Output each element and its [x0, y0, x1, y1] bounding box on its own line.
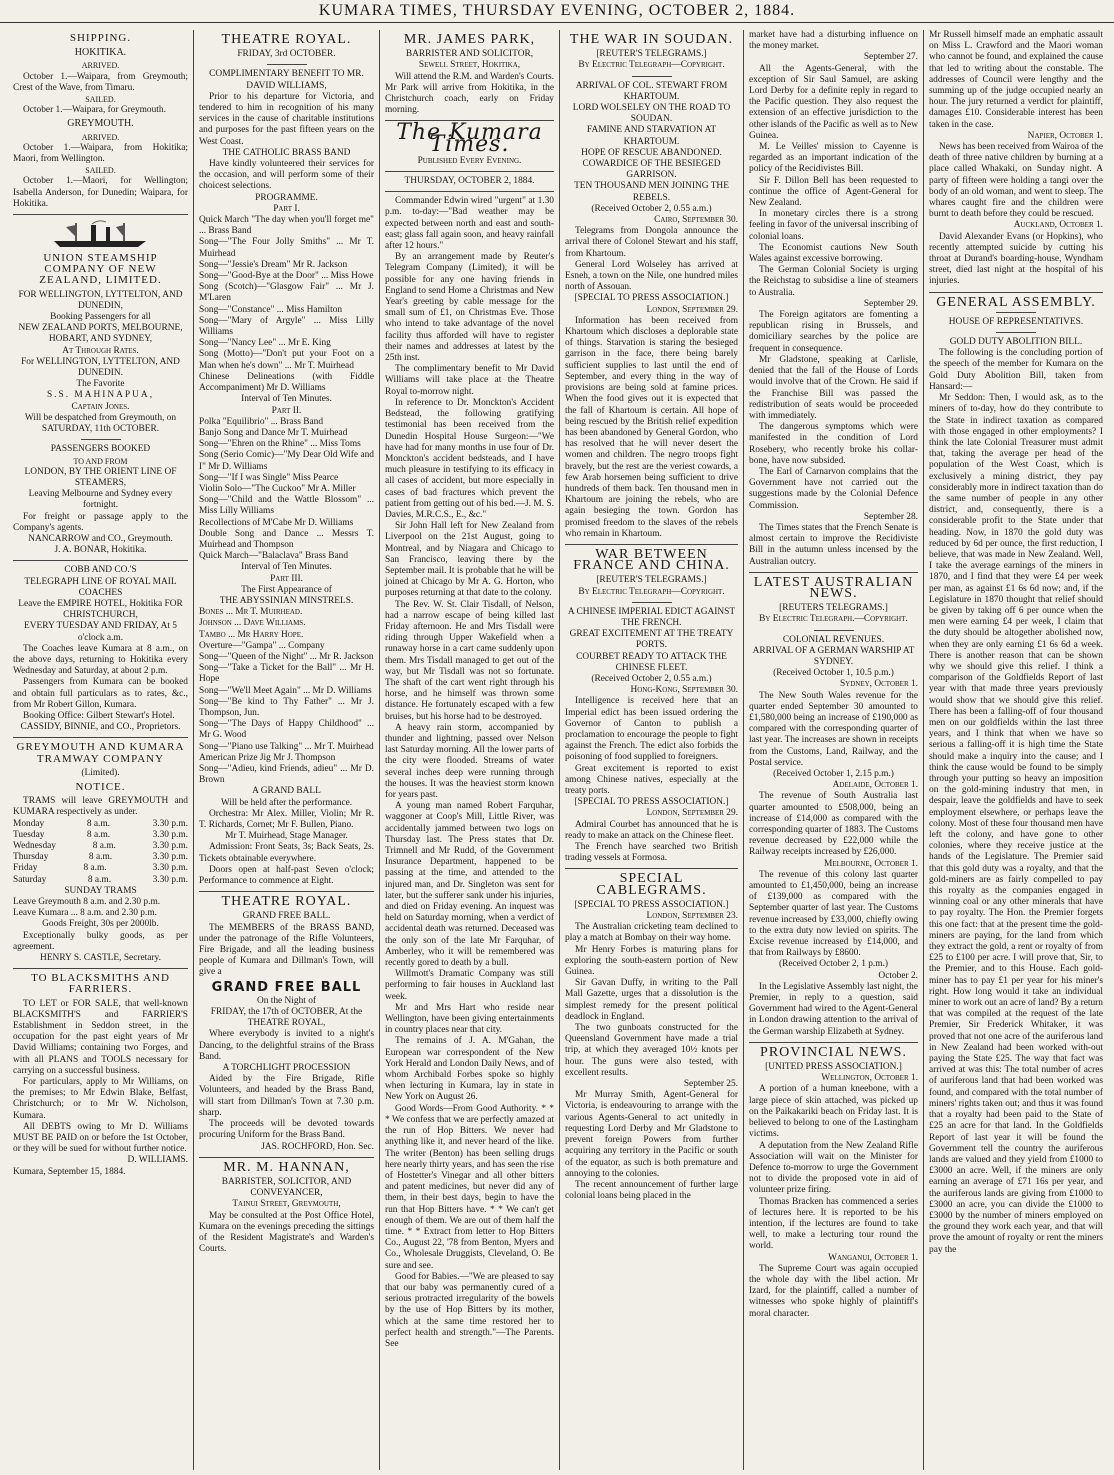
dateline: London, September 23.	[646, 911, 738, 922]
columns	[8, 30, 1108, 1470]
article-paragraph: The Supreme Court was again occupied the whole day with the libel action. Mr Izard, for the plaintiff, called a number of witnesses who spoke highly of plaintiff's moral character.	[749, 1263, 918, 1319]
theatre-heading: THEATRE ROYAL.	[221, 32, 352, 47]
subhead: COWARDICE OF THE BESIEGED GARRISON.	[582, 159, 721, 181]
programme-item: Song—"Child and the Wattle Blossom" ... Miss Lilly Williams	[199, 495, 374, 517]
divider	[749, 572, 918, 573]
torchlight-text-2: The proceeds will be devoted towards procuring Uniform for the Brass Band.	[199, 1119, 374, 1141]
divider	[13, 560, 188, 561]
minstrel-item: Tambo ... Mr Harry Hope.	[199, 629, 304, 640]
column-6	[924, 30, 1108, 1470]
divider	[13, 214, 188, 215]
cobb-line-2: Leave the EMPIRE HOTEL, Hokitika FOR CHRISTCHURCH,	[18, 598, 183, 621]
war-soudan-heading: THE WAR IN SOUDAN.	[569, 32, 734, 47]
subhead: ARRIVAL OF A GERMAN WARSHIP AT SYDNEY.	[752, 645, 915, 667]
minstrel-item: Johnson ... Dave Williams.	[199, 618, 306, 629]
subhead: COURBET READY TO ATTACK THE CHINESE FLEET.	[576, 651, 727, 673]
tt-am: 8 a.m.	[86, 829, 111, 840]
blacksmiths-date: Kumara, September 15, 1884.	[13, 1166, 126, 1177]
blacksmiths-line-1: TO LET or FOR SALE, that well-known BLACKSMITH'S and FARRIER'S Establishment in Seddon street, in the occupation for the past eight years of Mr David Williams; containing two Forges, and with all PLANS and TOOLS necessary for carrying on a successful business.	[13, 998, 188, 1076]
free-ball-label: GRAND FREE BALL.	[242, 911, 331, 922]
programme-item: Chinese Delineations (with Fiddle Accompaniment) Mr D. Williams	[199, 371, 374, 394]
dateline: Napier, October 1.	[1027, 130, 1103, 141]
tt-pm: 3.30 p.m.	[152, 818, 188, 829]
divider	[632, 76, 672, 77]
divider	[13, 737, 188, 738]
tt-day: Monday	[13, 818, 45, 829]
subhead: LORD WOLSELEY ON THE ROAD TO SOUDAN.	[572, 103, 731, 125]
dateline: September 29.	[863, 298, 918, 309]
tt-day: Saturday	[13, 874, 47, 885]
article-paragraph: In monetary circles there is a strong feeling in favor of the universal inscribing of colonial loans.	[749, 209, 918, 242]
programme-item: American Prize Jig Mr J. Thompson	[199, 752, 336, 763]
ball-line-1: Will be held after the performance.	[220, 797, 353, 808]
article-paragraph: The dangerous symptoms which were manifested in the condition of Lord Rosebery, who recently broke his collar-bone, have now subsided.	[749, 422, 918, 466]
divider	[565, 868, 738, 869]
article-paragraph: The Australian cricketing team declined to play a match at Bombay on their way home.	[565, 922, 738, 944]
passengers-line-4: For freight or passage apply to the Company's agents.	[13, 511, 188, 533]
benefit-text: Prior to his departure for Victoria, and tendered to him in recognition of his many services in the cause of charitable institutions and purposes for the past fifteen years on the West Coast.	[199, 91, 374, 147]
gold-duty-heading: GOLD DUTY ABOLITION BILL.	[949, 337, 1083, 348]
band-text: Have kindly volunteered their services for the occasion, and will perform some of their choicest selections.	[199, 159, 374, 192]
passengers-agent-1: NANCARROW and CO., Greymouth.	[28, 533, 173, 544]
column-5	[744, 30, 924, 1470]
programme-item: Song—"Nancy Lee" ... Mr E. King	[199, 338, 331, 349]
article-paragraph: The remains of J. A. M'Gahan, the European war correspondent of the New York Herald and London Daily News, and of whom Archibald Forbes spoke so highly when lecturing in Kumara, lay in state in New York on August 26.	[385, 1036, 554, 1103]
article-paragraph: Mr Gladstone, speaking at Carlisle, denied that the fall of the House of Lords would involve that of the Crown. He said if the Franchise Bill was passed the redistribution of seats would be proceeded with immediately.	[749, 354, 918, 421]
union-line-5: For WELLINGTON, LYTTELTON, AND DUNEDIN.	[21, 356, 180, 379]
timetable-row	[13, 852, 188, 863]
minstrels-heading: THE ABYSSINIAN MINSTRELS.	[219, 595, 354, 606]
arrived-label: ARRIVED.	[81, 61, 120, 71]
article-paragraph: Sir Gavan Duffy, in writing to the Pall Mall Gazette, urges that a dissolution is the simplest remedy for the present political deadlock in England.	[565, 978, 738, 1022]
programme-item: Song—"Constance" ... Miss Hamilton	[199, 304, 343, 315]
divider	[996, 312, 1036, 313]
hokitika-sailings: October 1.—Waipara, for Greymouth.	[23, 105, 166, 116]
union-heading: UNION STEAMSHIP COMPANY OF NEW ZEALAND, LIMITED.	[39, 252, 162, 287]
shipping-heading: SHIPPING.	[69, 32, 132, 44]
union-line-1: FOR WELLINGTON, LYTTELTON, AND DUNEDIN,	[18, 289, 183, 311]
divider	[929, 292, 1103, 293]
free-ball-text-2: On the Night of	[256, 995, 317, 1006]
union-ship-name: S.S. MAHINAPUA,	[46, 390, 155, 401]
cobb-line-4: The Coaches leave Kumara at 8 a.m., on the above days, returning to Hokitika every Wednesday and Saturday, at about 2 p.m.	[13, 643, 188, 677]
divider	[385, 191, 554, 192]
masthead: KUMARA TIMES, THURSDAY EVENING, OCTOBER 2, 1884.	[0, 0, 1114, 23]
minstrel-item: Bones ... Mr T. Muirhead.	[199, 607, 303, 618]
programme-item: Song—"The Four Jolly Smiths" ... Mr T. Muirhead	[199, 237, 374, 259]
article-paragraph: David Alexander Evans (or Hopkins), who recently attempted suicide by cutting his throat at Durand's boarding-house, Wyndham street, died last night at the hospital of his injuries.	[929, 231, 1103, 287]
article-paragraph: The French have searched two British trading vessels at Formosa.	[565, 842, 738, 864]
article-paragraph: By an arrangement made by Reuter's Telegram Company (Limited), it will be possible for any one having friends in England to send Home a Christmas and New Year's greeting by cable message for the small sum of £1, on Christmas Eve. Those who intend to take advantage of the novel facility thus afforded will have to register their names and addresses at latest by the 25th inst.	[385, 252, 554, 364]
timetable-row	[13, 863, 188, 874]
hannan-line-2: Tainui Street, Greymouth,	[232, 1199, 341, 1210]
programme-item: Song—"Piano use Talking" ... Mr T. Muirhead	[199, 741, 374, 752]
article-paragraph: The following is the concluding portion of the speech of the member for Kumara on the Gold Duty Abolition Bill, taken from Hansard:—	[929, 348, 1103, 392]
war-france-heading: WAR BETWEEN FRANCE AND CHINA.	[573, 546, 730, 574]
greymouth-arrivals: October 1.—Waipara, from Hokitika; Maori, from Wellington.	[13, 142, 188, 165]
theatre-date: FRIDAY, 3rd OCTOBER.	[237, 49, 336, 60]
part-3-intro: The First Appearance of	[241, 584, 332, 595]
australian-news-heading: LATEST AUSTRALIAN NEWS.	[753, 574, 914, 601]
tt-am: 8 a.m.	[87, 874, 112, 885]
ball-line-4: Admission: Front Seats, 3s; Back Seats, 2s. Tickets obtainable everywhere.	[199, 842, 374, 864]
dateline: September 27.	[863, 52, 918, 63]
tt-day: Thursday	[13, 852, 49, 863]
article-paragraph: The revenue of this colony last quarter amounted to £1,450,000, being an increase of £139,000 as compared with the September quarter of last year. The Customs revenue increased by £33,000, chiefly owing to the extra duty now levied on spirits. The Excise revenue increased by £14,000, and that from Railways by £8600.	[749, 869, 918, 959]
park-line-1: BARRISTER AND SOLICITOR,	[405, 49, 534, 60]
programme-item: Song—"Jessie's Dream" Mr R. Jackson	[199, 259, 348, 270]
article-paragraph: Mr and Mrs Hart who reside near Wellington, have been giving entertainments in country places near that city.	[385, 1002, 554, 1036]
tt-pm: 3.30 p.m.	[152, 874, 188, 885]
greymouth-sailings: October 1.—Maori, for Wellington; Isabella Anderson, for Dunedin; Waipara, for Hokitika.	[13, 176, 188, 209]
part-2-list	[199, 417, 374, 563]
blacksmiths-signature: D. WILLIAMS.	[127, 1155, 188, 1166]
copyright-label: By Electric Telegraph—Copyright.	[578, 586, 725, 597]
column-4	[560, 30, 744, 1470]
torchlight-signature: JAS. ROCHFORD, Hon. Sec.	[261, 1141, 374, 1152]
dateline: Melbourne, October 1.	[824, 858, 918, 869]
house-heading: HOUSE OF REPRESENTATIVES.	[948, 316, 1084, 327]
programme-item: Recollections of M'Cabe Mr D. Williams	[199, 517, 354, 528]
article-paragraph: A portion of a human kneebone, with a large piece of skin attached, was picked up on the Paikakariki beach on Friday last. It is believed to belong to one of the Lastingham victims.	[749, 1084, 918, 1140]
programme-item: Overture—"Gampa" ... Company	[199, 640, 325, 651]
programme-item: Song—"Queen of the Night" ... Mr R. Jackson	[199, 651, 374, 662]
cobb-line-3: EVERY TUESDAY AND FRIDAY, At 5 o'clock a.m.	[24, 621, 177, 643]
union-line-3: NEW ZEALAND PORTS, MELBOURNE, HOBART, AND SYDNEY,	[18, 323, 183, 345]
benefit-heading: COMPLIMENTARY BENEFIT TO MR. DAVID WILLIAMS,	[209, 69, 364, 91]
article-paragraph: The Economist cautions New South Wales against excessive borrowing.	[749, 242, 918, 265]
subhead: ARRIVAL OF COL. STEWART FROM KHARTOUM.	[575, 80, 728, 102]
article-paragraph: Great excitement is reported to exist among Chinese natives, especially at the treaty ports.	[565, 763, 738, 796]
programme-item: Song (Motto)—"Don't put your Foot on a Man when he's down" ... Mr T. Muirhead	[199, 349, 374, 371]
article-paragraph: Sir John Hall left for New Zealand from Liverpool on the 21st August, going to Montreal, and by Niagara and Chicago to San Francisco, leaving there by the September mail. It is probable that he will be joined at Chicago by Mr A. G. Horton, who purposes returning at that date to the colony.	[385, 521, 554, 599]
article-paragraph: In reference to Dr. Monckton's Accident Bedstead, the following gratifying testimonial has been received from the Dunedin Hospital House Surgeon:—"We have had for many months in use four of Dr. Monckton's accident bedsteads, and I have much pleasure in testifying to its efficacy in all cases of accident, but more especially in cases of bad fractures which prevent the patient from getting out of his bed.—J. M. S. Davies, M.R.C.S., E., &c."	[385, 397, 554, 520]
programme-item: Song—"Be kind to Thy Father" ... Mr J. Thompson, Jun.	[199, 696, 374, 718]
dateline: Adelaide, October 1.	[832, 780, 918, 791]
free-ball-banner: GRAND FREE BALL	[211, 979, 362, 995]
article-paragraph: Good Words—From Good Authority. * * * We confess that we are perfectly amazed at the run of Hop Bitters. We never had anything like it, and never heard of the like. The writer (Benton) has been selling drugs here nearly thirty years, and has seen the rise of Hostetter's Vinegar and all other bitters and patent medicines, but never did any of them, in their best days, begin to have the run that Hop Bitters have. * * We can't get enough of them. We are out of them half the time. * * Extract from letter to Hop Bitters Co., August 22, '78 from Benton, Myers and Co., Wholesale Druggists, Cleveland, O. Be sure and see.	[385, 1103, 554, 1271]
article-paragraph: The Rev. W. St. Clair Tisdall, of Nelson, had a narrow escape of being killed last Friday afternoon. He and Mrs Tisdall were riding through Upper Wakefield when a runaway horse in a cart came suddenly upon them. Mrs Tisdall managed to get out of the way, but Mr Tisdall was not so fortunate. The shaft of the cart went right through his horse, and he himself was thrown some distance. He fortunately escaped with a few bruises, but his horse had to be destroyed.	[385, 599, 554, 722]
passengers-line-3: Leaving Melbourne and Sydney every fortnight.	[28, 489, 173, 511]
article-paragraph: In the Legislative Assembly last night, the Premier, in reply to a question, said Government had wired to the Agent-General in London drawing attention to the arrival of the German warship Elizabeth at Sydney.	[749, 981, 918, 1037]
programme-item: Song—"Ehren on the Rhine" ... Miss Toms	[199, 439, 361, 450]
divider	[81, 439, 121, 440]
article-paragraph: Telegrams from Dongola announce the arrival there of Colonel Stewart and his staff, from Khartoum.	[565, 226, 738, 259]
tt-pm: 3.30 p.m.	[152, 841, 188, 851]
article-paragraph: The revenue of South Australia last quarter amounted to £508,000, being an increase of £14,000 as compared with the corresponding quarter of 1883. The Customs revenue decreased by £22,000 while the Railway receipts increased by £26,000.	[749, 791, 918, 858]
interval-1: Interval of Ten Minutes.	[241, 394, 332, 405]
part-1-label: Part I.	[273, 203, 300, 214]
passengers-heading: PASSENGERS BOOKED	[50, 444, 151, 455]
timetable-row	[13, 819, 188, 830]
part-1-list	[199, 215, 374, 394]
park-line-3: Will attend the R.M. and Warden's Courts. Mr Park will arrive from Hokitika, in the Christchurch coach, early on Friday morning.	[385, 71, 554, 116]
programme-heading: PROGRAMME.	[255, 192, 318, 203]
cobb-line-5: Passengers from Kumara can be booked and obtain full particulars as to rates, &c., from Mr Robert Gillon, Kumara.	[13, 677, 188, 710]
article-paragraph: A young man named Robert Farquhar, waggoner at Coop's Mill, Little River, was accidentally jammed between two logs on Thursday last. The Press states that Dr. Trimnell and Mr Rudd, of the Government Insurance Department, happened to be passing at the time, and attended to the injured man, and Dr. Singleton was sent for later, but the sufferer sank under his injuries, and died on Friday evening. An inquest was held on Saturday morning, when a verdict of accidental death was returned. Deceased was the only son of the late Mr Farquhar, of Amberley, who it will be remembered was recently gored to death by a bull.	[385, 801, 554, 969]
divider	[385, 171, 554, 172]
received-label: (Received October 1, 10.5 p.m.)	[773, 668, 894, 679]
passengers-line-1: TO AND FROM	[73, 456, 128, 466]
passengers-agent-2: J. A. BONAR, Hokitika.	[54, 545, 147, 556]
dateline: London, September 29.	[646, 808, 738, 819]
article-paragraph: The New South Wales revenue for the quarter ended September 30 amounted to £1,580,000 being an increase of £190,000 as compared with the corresponding quarter of last year. The increases are shown in receipts from the Customs, Land, Railway, and the Postal service.	[749, 690, 918, 768]
divider	[199, 891, 374, 892]
greymouth-heading: GREYMOUTH.	[67, 118, 134, 130]
column-3	[380, 30, 560, 1470]
article-paragraph: Good for Babies.—"We are pleased to say that our baby was permanently cured of a serious protracted irregularity of the bowels by the use of Hop Bitters by its mother, which at the same time restored her to perfect health and strength."—The Parents. See	[385, 1271, 554, 1349]
article-paragraph: Mr Russell himself made an emphatic assault on Miss L. Crawford and the Maori woman who cannot be found, and explained the cause that led to writing about the constable. The addresses of Council were lengthy and the summing up of the judge occupied nearly an hour. The jury returned a verdict for plaintiff, damages £10. Considerable interest has been taken in the case.	[929, 30, 1103, 130]
press-association-label: [UNITED PRESS ASSOCIATION.]	[765, 1062, 902, 1073]
column-1	[8, 30, 194, 1470]
divider	[814, 630, 854, 631]
dateline: Sydney, October 1.	[839, 679, 918, 690]
tramway-limited: (Limited).	[81, 767, 120, 778]
published-label: Published Every Evening.	[417, 155, 522, 166]
programme-item: Banjo Song and Dance Mr T. Muirhead	[199, 427, 348, 438]
cobb-heading: COBB AND CO.'S	[64, 565, 137, 576]
dateline: Wellington, October 1.	[821, 1073, 918, 1084]
sunday-line-2: Leave Kumara ... 8 a.m. and 2.30 p.m.	[13, 908, 157, 919]
union-line-2: Booking Passengers for all	[50, 312, 151, 323]
article-paragraph: The German Colonial Society is urging the Reichstag to subsidise a line of steamers to Australia.	[749, 265, 918, 298]
provincial-news-heading: PROVINCIAL NEWS.	[760, 1044, 907, 1060]
part-3-label: Part III.	[270, 573, 303, 584]
article-paragraph: A deputation from the New Zealand Rifle Association will wait on the Minister for Defence to-morrow to urge the Government not to divide the proposed vote in aid of volunteer prize firing.	[749, 1140, 918, 1196]
ball-line-3: Mr T. Muirhead, Stage Manager.	[225, 831, 348, 842]
hokitika-heading: HOKITIKA.	[74, 47, 127, 59]
reuters-label: [REUTERS TELEGRAMS.]	[779, 603, 888, 614]
sailed-label: SAILED.	[85, 95, 116, 105]
hannan-line-1: BARRISTER, SOLICITOR, AND CONVEYANCER,	[221, 1176, 352, 1199]
divider	[632, 602, 672, 603]
article-paragraph: All the Agents-General, with the exception of Sir Saul Samuel, are asking Lord Derby for a definite reply in regard to the Pacific question. They also request the extension of an effective jurisdiction to the other islands of the Pacific as well as to New Guinea.	[749, 63, 918, 141]
passengers-line-2: LONDON, BY THE ORIENT LINE OF STEAMERS,	[24, 466, 177, 488]
subhead: HOPE OF RESCUE ABANDONED.	[581, 147, 722, 158]
tt-am: 8 a.m.	[86, 818, 110, 829]
hokitika-arrivals: October 1.—Waipara, from Greymouth; Crest of the Wave, from Timaru.	[13, 71, 188, 93]
copyright-label: By Electric Telegraph.—Copyright.	[759, 614, 908, 625]
article-paragraph: Thomas Bracken has commenced a series of lectures here. It is reported to be his intention, if the lectures are found to take well, to make a lecturing tour round the world.	[749, 1196, 918, 1252]
dateline: Hong-Kong, September 30.	[630, 685, 738, 696]
park-line-2: Sewell Street, Hokitika,	[418, 60, 521, 71]
timetable-row	[13, 841, 188, 852]
article-paragraph: News has been received from Wairoa of the death of three native children by burning at a place called Whakaki, on Sunday night. A party of fifteen were holding a tangi over the body of an old woman, and went to sleep. The whares caught fire and the children were burnt to death before they could be rescued.	[929, 142, 1103, 220]
copyright-label: By Electric Telegraph—Copyright.	[578, 60, 725, 71]
torchlight-heading: A TORCHLIGHT PROCESSION	[222, 1063, 351, 1074]
article-paragraph: M. Le Veilles' mission to Cayenne is regarded as an important indication of the policy of the Recidivistes Bill.	[749, 142, 918, 175]
divider	[996, 332, 1036, 333]
hannan-line-3: May be consulted at the Post Office Hotel, Kumara on the evenings preceding the sittings of the Resident Magistrate's and Warden's Courts.	[199, 1210, 374, 1255]
article-paragraph: General Lord Wolseley has arrived at Esneh, a town on the Nile, one hundred miles north of Assouan.	[565, 259, 738, 293]
free-ball-text-5: Where everybody is invited to a night's Dancing, to the delightful strains of the Brass Band.	[199, 1029, 374, 1062]
press-association-label: [SPECIAL TO PRESS ASSOCIATION.]	[574, 293, 729, 304]
castle-signature: HENRY S. CASTLE, Secretary.	[40, 953, 161, 964]
programme-item: Song—"Adieu, kind Friends, adieu" ... Mr D. Brown	[199, 764, 374, 786]
article-paragraph: The complimentary benefit to Mr David Williams will take place at the Theatre Royal to-morrow night.	[385, 364, 554, 397]
free-ball-text-3: FRIDAY, the 17th of OCTOBER, At the	[210, 1007, 363, 1018]
divider	[199, 1157, 374, 1158]
subhead: TEN THOUSAND MEN JOINING THE REBELS.	[574, 181, 729, 203]
received-label: (Received October 2, 1 p.m.)	[778, 959, 889, 970]
programme-item: Song—"Good-Bye at the Door" ... Miss Howe	[199, 271, 374, 282]
programme-item: Violin Solo—"The Cuckoo" Mr A. Miller	[199, 483, 356, 494]
sunday-line-1: Leave Greymouth 8 a.m. and 2.30 p.m.	[13, 897, 161, 908]
subhead: FAMINE AND STARVATION AT KHARTOUM.	[586, 125, 717, 147]
tt-day: Wednesday	[13, 841, 56, 851]
minstrels-list	[199, 607, 374, 641]
divider	[565, 544, 738, 545]
divider	[749, 1042, 918, 1043]
part-3-list	[199, 641, 374, 787]
article-paragraph: Mr Henry Forbes is maturing plans for exploring the south-eastern portion of New Guinea.	[565, 944, 738, 978]
ball-line-5: Doors open at half-past Seven o'clock; Performance to commence at Eight.	[199, 864, 374, 887]
article-paragraph: Information has been received from Khartoum which discloses a deplorable state of things. Starvation is staring the besieged garrison in the face, there being barely sufficient supplies to last until the end of September, and every thing in the way of provisions are being sold at famine prices. When the food gives out it is expected that the fall of Khartoum is certain. All hope of being rescued by the British relief expedition has been abandoned by General Gordon, who has resolved that he will never desert the women and children. The negro troops fight bravely, but the rest are the veriest cowards, a few Arab horsemen being sufficient to drive hundreds of them back. Ten thousand men in Khartoum are joining the rebels, who are again besieging the town. Gordon has promised freedom to the slaves of the rebels who remain in Khartoum.	[565, 315, 738, 539]
paper-title: The Kumara Times.	[396, 120, 543, 157]
press-association-label: [SPECIAL TO PRESS ASSOCIATION.]	[574, 797, 729, 808]
interval-2: Interval of Ten Minutes.	[241, 562, 332, 573]
general-assembly-heading: GENERAL ASSEMBLY.	[936, 294, 1096, 310]
article-paragraph: The Foreign agitators are fomenting a republican rising in Brussels, and domiciliary searches by the police are frequent in consequence.	[749, 310, 918, 354]
free-ball-text-4: THEATRE ROYAL,	[247, 1018, 326, 1029]
article-paragraph: Intelligence is received here that an Imperial edict has been issued ordering the Governor of Canton to publish a proclamation to encourage the people to fight against the French. The edict also forbids the poisoning of food supplied to foreigners.	[565, 696, 738, 763]
ball-line-2: Orchestra: Mr Alex. Miller, Violin; Mr R. T. Richards, Cornet; Mr F. Bullen, Piano.	[199, 808, 374, 831]
union-date: SATURDAY, 11th OCTOBER.	[41, 424, 160, 435]
theatre-2-heading: THEATRE ROYAL.	[221, 894, 352, 910]
tt-am: 8 a.m.	[92, 841, 116, 851]
article-paragraph: market have had a disturbing influence on the money market.	[749, 30, 918, 52]
divider	[267, 64, 307, 65]
article-paragraph: The Earl of Carnarvon complains that the Government have not carried out the suggestions made by the Colonial Defence Commission.	[749, 466, 918, 511]
programme-item: Double Song and Dance ... Messrs T. Muirhead and Thompson	[199, 528, 374, 550]
timetable-row	[13, 830, 188, 841]
grand-ball-heading: A GRAND BALL	[252, 786, 321, 797]
subhead: GREAT EXCITEMENT AT THE TREATY PORTS.	[569, 629, 734, 651]
cobb-proprietors: CASSIDY, BINNIE, and CO., Proprietors.	[20, 722, 181, 733]
dateline: London, September 29.	[646, 304, 738, 315]
tt-am: 8 a.m.	[88, 852, 113, 863]
reuters-label: [REUTER'S TELEGRAMS.]	[596, 49, 707, 60]
article-paragraph: The recent announcement of further large colonial loans being placed in the	[565, 1179, 738, 1202]
programme-item: Song—"If I was Single" Miss Pearce	[199, 472, 339, 483]
tramway-heading: GREYMOUTH AND KUMARA TRAMWAY COMPANY	[16, 741, 185, 765]
tram-line-1: TRAMS will leave GREYMOUTH and KUMARA respectively as under.	[13, 796, 188, 818]
article-paragraph: The Times states that the French Senate is almost certain to improve the Recidiviste Bill in the autumn unless incensed by the Australian outcry.	[749, 522, 918, 567]
union-captain: Captain Jones.	[71, 401, 130, 412]
sailed-label-2: SAILED.	[85, 166, 116, 176]
programme-item: Song—"The Days of Happy Childhood" ... Mr G. Wood	[199, 719, 374, 741]
cablegrams-heading: SPECIAL CABLEGRAMS.	[596, 871, 707, 898]
column-2	[194, 30, 380, 1470]
tram-timetable	[13, 819, 188, 886]
sunday-heading: SUNDAY TRAMS	[64, 885, 137, 896]
hannan-heading: MR. M. HANNAN,	[223, 1159, 350, 1175]
part-2-label: Part II.	[271, 405, 302, 416]
cobb-line-6: Booking Office: Gilbert Stewart's Hotel.	[23, 710, 175, 721]
programme-item: Song—"Mary of Argyle" ... Miss Lilly Williams	[199, 315, 374, 338]
blacksmiths-heading: TO BLACKSMITHS AND FARRIERS.	[31, 972, 170, 996]
reuters-label: [REUTER'S TELEGRAMS.]	[596, 575, 707, 586]
tt-am: 8 a.m.	[83, 863, 107, 874]
free-ball-text-1: The MEMBERS of the BRASS BAND, under the patronage of the Rifle Volunteers, Fire Brigade, and all the leading business people of Kumara and Dillman's Town, will give a	[199, 922, 374, 978]
programme-item: Song—"Take a Ticket for the Ball" ... Mr H. Hope	[199, 663, 374, 685]
article-paragraph: Admiral Courbet has announced that he is ready to make an attack on the Chinese fleet.	[565, 819, 738, 841]
article-paragraph: Mr Murray Smith, Agent-General for Victoria, is endeavouring to arrange with the various Agents-General to act unitedly in requesting Lord Derby and Mr Gladstone to prevent foreign Powers from further acquiring any territory in the Pacific or south of the equator, as such is both premature and annoying to the colonies.	[565, 1090, 738, 1179]
tt-pm: 3.30 p.m.	[152, 852, 188, 863]
article-paragraph: The two gunboats constructed for the Queensland Government have made a trial trip, at which they averaged 10½ knots per hour. The guns were also tested, with excellent results.	[565, 1023, 738, 1078]
timetable-row	[13, 875, 188, 886]
torchlight-text-1: Aided by the Fire Brigade, Rifle Volunteers, and headed by the Brass Band, will start from Dillman's Town at 7.30 p.m. sharp.	[199, 1074, 374, 1118]
cobb-line-1: TELEGRAPH LINE OF ROYAL MAIL COACHES	[24, 576, 177, 598]
arrived-label-2: ARRIVED.	[81, 132, 120, 142]
dateline: Wanganui, October 1.	[828, 1252, 918, 1263]
steamship-icon	[46, 219, 156, 249]
band-heading: THE CATHOLIC BRASS BAND	[222, 147, 351, 158]
paper-date: THURSDAY, OCTOBER 2, 1884.	[404, 176, 535, 187]
received-label: (Received October 2, 0.55 a.m.)	[591, 673, 712, 684]
programme-item: Song (Scotch)—"Glasgow Fair" ... Mr J. M'Laren	[199, 282, 374, 304]
programme-item: Song (Serio Comic)—"My Dear Old Wife and I" Mr D. Williams	[199, 450, 374, 472]
article-paragraph: A heavy rain storm, accompanied by thunder and lightning, passed over Nelson last Saturday morning. All the lower parts of the city were flooded. Streams of water several inches deep were running through the houses. It was the heaviest storm known for years past.	[385, 722, 554, 800]
article-paragraph: Willmott's Dramatic Company was still performing to fair houses in Auckland last week.	[385, 969, 554, 1002]
union-line-4: At Through Rates.	[62, 345, 139, 356]
dateline: Cairo, September 30.	[654, 215, 738, 226]
programme-item: Song—"We'll Meet Again" ... Mr D. Williams	[199, 685, 372, 696]
tt-pm: 3.30 p.m.	[152, 863, 188, 874]
tt-day: Tuesday	[13, 829, 45, 840]
goods-freight: Goods Freight, 30s per 2000lb.	[42, 919, 159, 930]
union-line-6: The Favorite	[76, 379, 125, 390]
park-heading: MR. JAMES PARK,	[403, 32, 536, 47]
tt-day: Friday	[13, 863, 38, 874]
dateline: October 2.	[878, 970, 918, 981]
dateline: Auckland, October 1.	[1013, 220, 1103, 231]
subhead: A CHINESE IMPERIAL EDICT AGAINST THE FRENCH.	[567, 606, 736, 628]
notice-heading: NOTICE.	[75, 780, 126, 793]
blacksmiths-line-2: For particulars, apply to Mr Williams, on the premises; to Mr Edwin Blake, Belfast, Christchurch; or to Mr W. Nicholson, Kumara.	[13, 1077, 188, 1121]
dateline: September 28.	[863, 511, 918, 522]
programme-item: Quick March—"Balaclava" Brass Band	[199, 551, 349, 562]
bulky-goods: Exceptionally bulky goods, as per agreement.	[13, 930, 188, 952]
received-label: (Received October 1, 2.15 p.m.)	[773, 769, 894, 779]
union-line-9: Will be despatched from Greymouth, on	[24, 412, 177, 423]
article-paragraph: Sir F. Dillon Bell has been requested to continue the office of Agent-General for New Zealand.	[749, 175, 918, 209]
tt-pm: 3.30 p.m.	[152, 829, 188, 840]
received-label: (Received October 2, 0.55 a.m.)	[591, 203, 712, 214]
programme-item: Quick March "The day when you'll forget me" ... Brass Band	[199, 215, 374, 237]
article-paragraph: Commander Edwin wired "urgent" at 1.30 p.m. to-day:—"Bad weather may be expected between north and east and south-east; glass fall again soon, and heavy rainfall after 12 hours."	[385, 196, 554, 252]
blacksmiths-line-3: All DEBTS owing to Mr D. Williams MUST BE PAID on or before the 1st October, or they will be sued for without further notice.	[13, 1121, 188, 1155]
article-paragraph: Mr Seddon: Then, I would ask, as to the miners of to-day, how do they contribute to the State in indirect taxation as compared with those engaged in other employments? I think the late Colonial Treasurer must admit that, taking the average per head of the population of the West Coast, which is exclusively a mining district, they pay considerably more in indirect taxation than do the same number of people in any other district, and, consequently, there is a considerable profit to the State under that heading. Now, in 1870 the gold duty was reduced by 6d per ounce, the first reduction, I believe, that was made in New Zealand. Well, I take the average earnings of the miners in 1870, and I find that they were £4 per week per man, as against £1 6s 6d now; and, if the Legislature in 1870 thought that relief should be given by taking off 6 per ounce when the men were earning £4 per week, I claim that the duty should be altogether abolished now, when they are only earning £1 6s 6d a week. There is another reason that can be shown why we should give this relief. I think a comparison of the Goldfields Report of last year with that made three years previously would show that we should give this relief. There has been a falling-off of four thousand men on our goldfields within the last three years, and I think that when we have so serious a falling-off it is high time the State should make a inquiry into the cause; and I think the cause would be found to be simply through your putting so heavy an imposition on the gold-mining industry that men, in despair, leave the goldfields and have to seek employment elsewhere, or perhaps leave the colony. Most of these four thousand men have left the colony, and have gone to other colonies, where they receive justice at the hands of the Legislature. The Premier said that this gold duty was a royalty, and that the gold-miners are as fairly compelled to pay this royalty as the companies engaged in winning coal or any other minerals that have to pay royalty. The Hon. the Premier forgets this one fact: that at the present time the gold-miners are paying, for the land from which they extract the gold, a rent or royalty of from £25 to £100 per acre. I will prove that, Sir, to the Premier, and to this House. Each gold-miner has to pay £1 per year for his miner's right. How long would it take an individual miner to work out an acre of land? By a return that was compiled at the request of the late Premier, Sir Frederick Whitaker, it was proved that not one acre of the auriferous land in New Zealand had been worked with-out paying the State £25. The way that fact was arrived at was this: The total number of acres of auriferous land that had been worked was found, and compared with the total number of miners' rights taken out; and thus it was found that a royalty had been paid to the State of £25 an acre for that land. In the Goldfields Report of last year it will be found the Government tell the country the auriferous lands are valued and they yield from £1000 to £3000 an acre. Well, if the miners are only earning an average of £71 16s per year, and the auriferous lands are giving from £1000 to £3000 an acre, you can divide the £1000 to £3000 by the number of miners employed on the ground they work each year, and that will prove the amount of royalty or rent the miners pay the	[929, 393, 1103, 1255]
dateline: September 25.	[683, 1079, 738, 1090]
programme-item: Polka "Equilibrio" ... Brass Band	[199, 416, 324, 427]
press-association-label: [SPECIAL TO PRESS ASSOCIATION.]	[574, 899, 729, 910]
subhead: COLONIAL REVENUES.	[782, 634, 885, 645]
divider	[13, 968, 188, 969]
